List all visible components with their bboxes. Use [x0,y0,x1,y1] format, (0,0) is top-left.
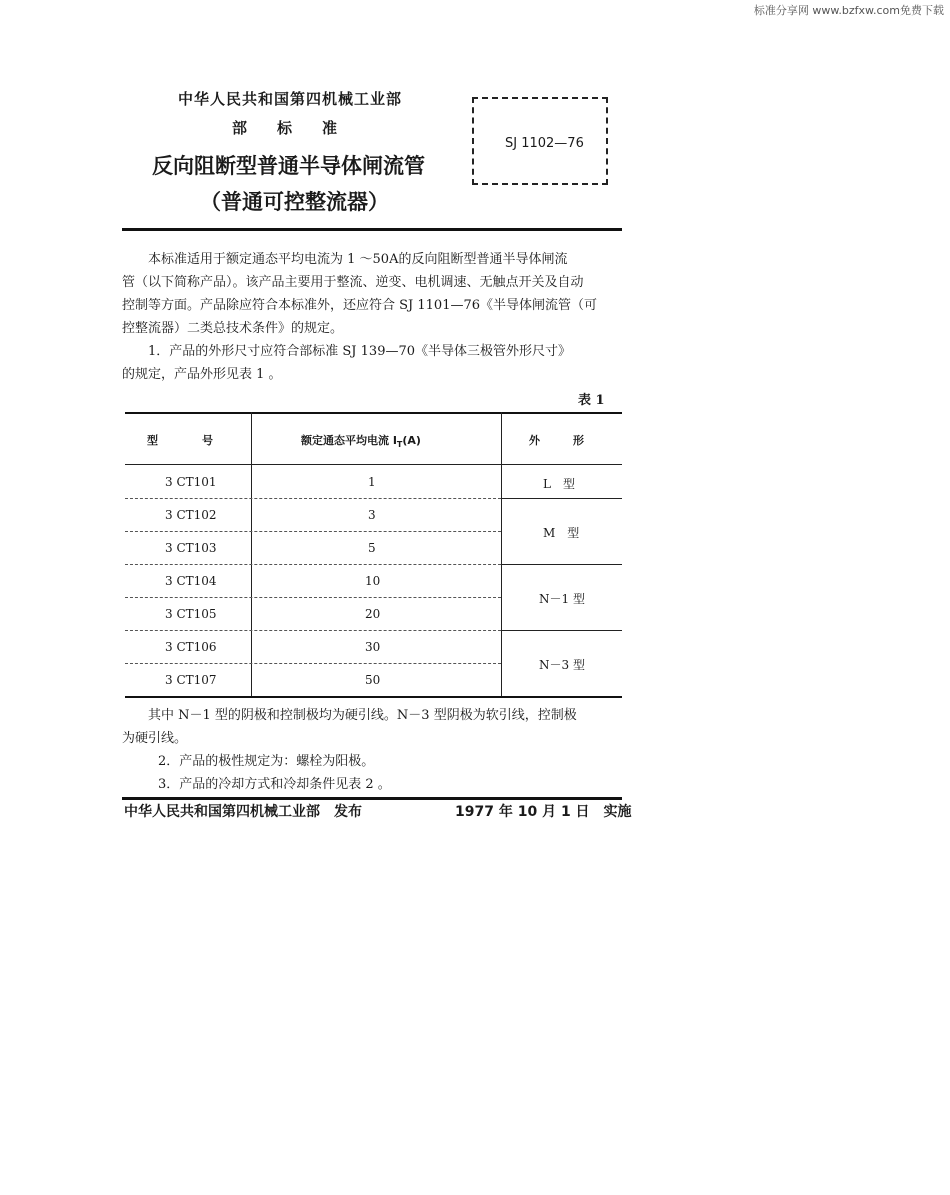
current-cell: 5 [368,541,376,555]
clause-3: 3．产品的冷却方式和冷却条件见表 2 。 [158,777,391,792]
current-cell: 10 [365,574,381,588]
outline-cell: N－1 型 [539,592,585,606]
issuer: 中华人民共和国第四机械工业部 发布 [124,804,362,820]
header-rated-current-text: 额定通态平均电流 I [301,434,397,447]
header-rated-current [301,432,421,449]
table-column-divider [501,412,502,697]
row-separator [125,597,501,598]
outline-table [125,412,622,698]
model-cell: 3 CT102 [165,508,217,522]
model-cell: 3 CT103 [165,541,217,555]
table-bottom-rule [125,696,622,698]
intro-paragraph-line: 控整流器）二类总技术条件》的规定。 [122,321,344,336]
watermark: 标准分享网 www.bzfxw.com免费下载 [753,4,944,17]
outline-cell: M 型 [543,526,580,540]
table-caption: 表 1 [578,393,605,408]
outline-cell: L 型 [543,477,575,491]
header-rated-current-subscript: T [396,440,403,450]
row-separator [125,630,501,631]
department-standard-label: 部标准 [232,119,368,137]
intro-paragraph-line: 控制等方面。产品除应符合本标准外，还应符合 SJ 1101—76《半导体闸流管（可 [122,298,598,313]
current-cell: 50 [365,673,381,687]
header-rated-current-unit: (A) [402,434,421,447]
note-line: 其中 N－1 型的阴极和控制极均为硬引线。N－3 型阴极为软引线，控制极 [148,708,577,723]
table-column-divider [251,412,252,697]
table-header-rule [125,464,622,465]
row-separator [125,663,501,664]
document-title: 反向阻断型普通半导体闸流管 [152,154,425,178]
model-cell: 3 CT104 [165,574,217,588]
row-separator [125,498,501,499]
header-rule [122,228,622,231]
model-cell: 3 CT105 [165,607,217,621]
intro-paragraph-line: 管（以下简称产品）。该产品主要用于整流、逆变、电机调速、无触点开关及自动 [122,275,584,290]
outline-cell: N－3 型 [539,658,585,672]
row-separator [125,564,501,565]
standard-number: SJ 1102—76 [505,136,584,151]
table-top-rule [125,412,622,414]
row-separator [125,531,501,532]
header-outline: 外 形 [529,434,584,447]
effective-date: 1977 年 10 月 1 日 实施 [455,804,632,820]
footer-rule [122,797,622,800]
ministry-name: 中华人民共和国第四机械工业部 [178,90,403,108]
model-cell: 3 CT106 [165,640,217,654]
outline-group-separator [501,498,622,499]
model-cell: 3 CT107 [165,673,217,687]
current-cell: 1 [368,475,376,489]
clause-1-line: 的规定，产品外形见表 1 。 [122,367,282,382]
outline-group-separator [501,564,622,565]
intro-paragraph-line: 本标准适用于额定通态平均电流为 1 ～50A的反向阻断型普通半导体闸流 [148,252,568,267]
clause-1-line: 1．产品的外形尺寸应符合部标准 SJ 139—70《半导体三极管外形尺寸》 [148,344,572,359]
current-cell: 3 [368,508,376,522]
current-cell: 20 [365,607,381,621]
document-subtitle: （普通可控整流器） [200,190,389,214]
clause-2: 2．产品的极性规定为：螺栓为阳极。 [158,754,375,769]
header-model: 型 号 [147,434,213,447]
current-cell: 30 [365,640,381,654]
outline-group-separator [501,630,622,631]
note-line: 为硬引线。 [122,731,188,746]
model-cell: 3 CT101 [165,475,217,489]
